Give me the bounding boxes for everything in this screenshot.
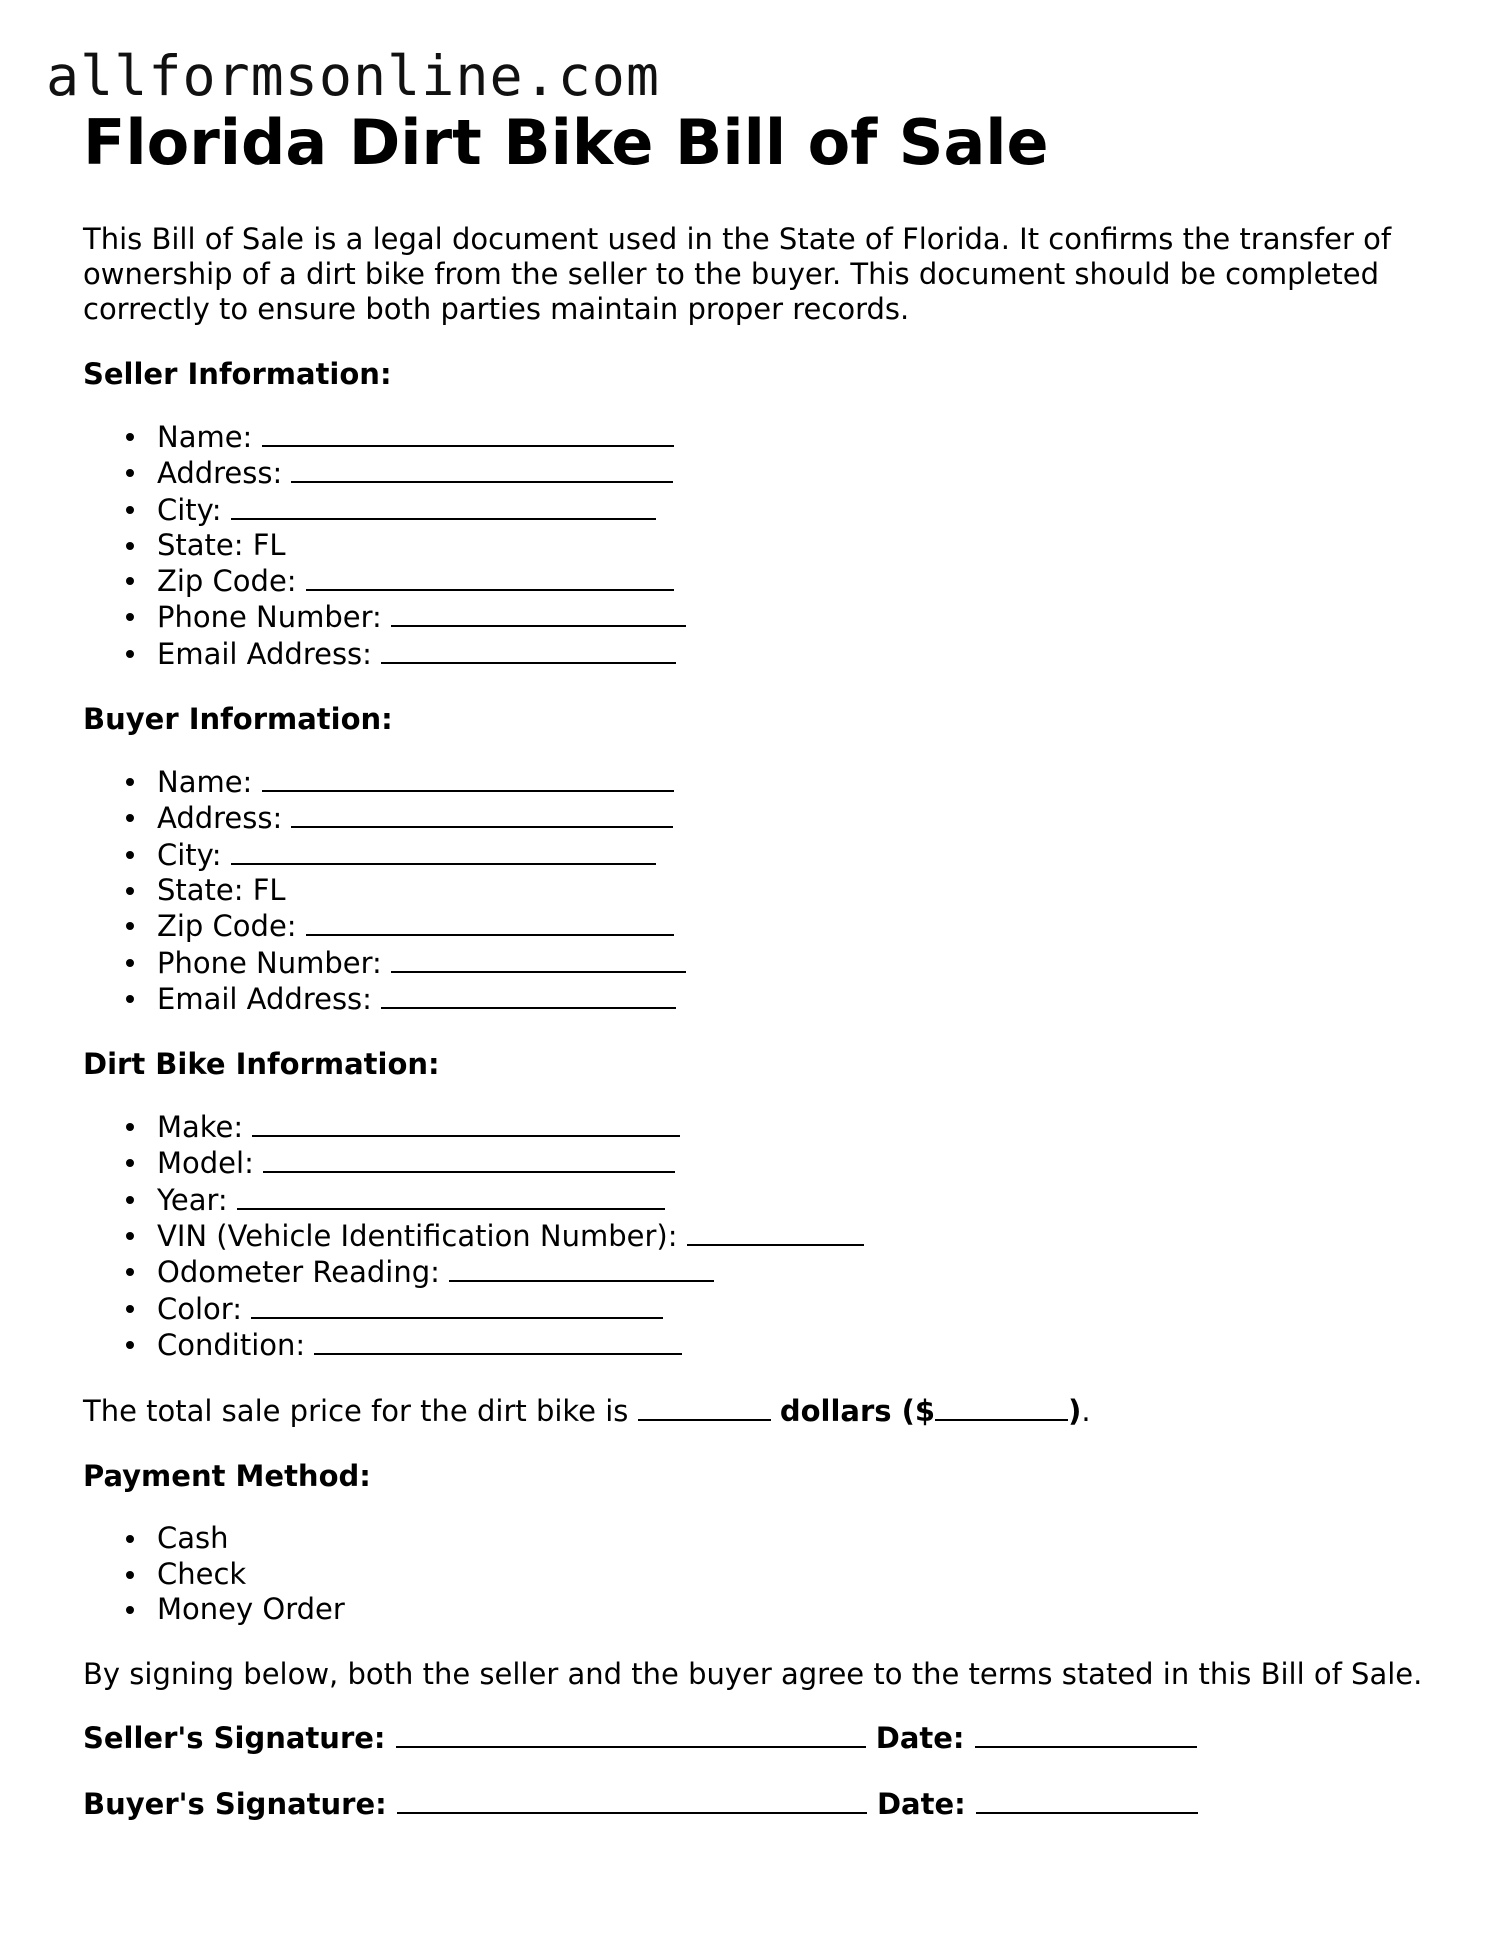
seller-heading: Seller Information: xyxy=(83,357,392,391)
buyer-email-blank[interactable] xyxy=(381,981,676,1009)
seller-signature-label: Seller's Signature: xyxy=(83,1721,386,1756)
buyer-city-blank[interactable] xyxy=(231,837,656,865)
buyer-name-field xyxy=(83,764,1443,800)
seller-phone-field xyxy=(83,599,1443,635)
seller-email-blank[interactable] xyxy=(381,636,676,664)
intro-paragraph: This Bill of Sale is a legal document used in the State of Florida. It confirms the transfer of ownership of a dirt bike from the seller to the buyer. This document should be completed correctly to ensure both parties maintain proper records. xyxy=(83,222,1392,326)
buyer-address-field xyxy=(83,800,1443,836)
price-amount-blank[interactable] xyxy=(935,1393,1068,1421)
price-dollars-label: dollars ($ xyxy=(779,1394,936,1429)
watermark: allformsonline.com xyxy=(46,44,661,108)
seller-address-field xyxy=(83,455,1443,491)
field-label: Year: xyxy=(157,1182,228,1217)
field-label: Condition: xyxy=(157,1327,306,1362)
document-body xyxy=(83,108,1443,1852)
seller-email-field xyxy=(83,636,1443,672)
buyer-phone-blank[interactable] xyxy=(391,945,686,973)
price-prefix: The total sale price for the dirt bike is xyxy=(83,1394,629,1429)
buyer-email-field xyxy=(83,981,1443,1017)
document-title: Florida Dirt Bike Bill of Sale xyxy=(83,106,1049,179)
bike-model-field xyxy=(83,1145,1443,1181)
seller-signature-blank[interactable] xyxy=(396,1720,866,1748)
field-label: Phone Number: xyxy=(157,945,382,980)
field-label: Name: xyxy=(157,765,253,800)
bike-color-field xyxy=(83,1291,1443,1327)
buyer-date-blank[interactable] xyxy=(976,1786,1198,1814)
seller-name-blank[interactable] xyxy=(262,419,674,447)
bike-vin-field xyxy=(83,1218,1443,1254)
bike-model-blank[interactable] xyxy=(263,1145,675,1173)
buyer-state-field xyxy=(83,873,1443,908)
seller-city-blank[interactable] xyxy=(231,492,656,520)
buyer-phone-field xyxy=(83,945,1443,981)
buyer-zip-blank[interactable] xyxy=(306,908,674,936)
field-label: Model: xyxy=(157,1146,254,1181)
seller-zip-field xyxy=(83,563,1443,599)
bike-condition-blank[interactable] xyxy=(314,1327,682,1355)
bike-fields xyxy=(83,1109,1443,1363)
bike-vin-blank[interactable] xyxy=(687,1218,864,1246)
payment-option-check: Check xyxy=(83,1557,1443,1592)
bike-color-blank[interactable] xyxy=(251,1291,663,1319)
seller-date-blank[interactable] xyxy=(975,1720,1197,1748)
price-period: . xyxy=(1081,1394,1091,1429)
field-label: State: FL xyxy=(157,872,286,907)
buyer-signature-label: Buyer's Signature: xyxy=(83,1787,387,1822)
bike-heading: Dirt Bike Information: xyxy=(83,1047,440,1082)
buyer-address-blank[interactable] xyxy=(291,800,673,828)
seller-state-field xyxy=(83,528,1443,563)
buyer-city-field xyxy=(83,837,1443,873)
seller-city-field xyxy=(83,492,1443,528)
buyer-fields xyxy=(83,764,1443,1017)
field-label: Name: xyxy=(157,420,253,454)
sale-price-line xyxy=(83,1393,1443,1429)
field-label: Phone Number: xyxy=(157,600,382,635)
closing-statement: By signing below, both the seller and the buyer agree to the terms stated in this Bill of Sale. xyxy=(83,1657,1423,1692)
field-label: City: xyxy=(157,837,222,872)
seller-address-blank[interactable] xyxy=(291,455,673,483)
payment-heading: Payment Method: xyxy=(83,1459,371,1494)
bike-year-blank[interactable] xyxy=(237,1182,665,1210)
seller-phone-blank[interactable] xyxy=(391,599,686,627)
seller-name-field xyxy=(83,419,1443,455)
field-label: Address: xyxy=(157,456,283,491)
seller-date-label: Date: xyxy=(875,1721,965,1756)
field-label: City: xyxy=(157,492,222,527)
payment-option-cash: Cash xyxy=(83,1521,1443,1556)
payment-option-money-order: Money Order xyxy=(83,1592,1443,1627)
bike-odometer-blank[interactable] xyxy=(449,1254,714,1282)
buyer-heading: Buyer Information: xyxy=(83,702,393,737)
field-label: Email Address: xyxy=(157,981,372,1016)
bike-year-field xyxy=(83,1182,1443,1218)
bike-odometer-field xyxy=(83,1254,1443,1290)
buyer-zip-field xyxy=(83,908,1443,944)
buyer-signature-blank[interactable] xyxy=(397,1786,867,1814)
bike-make-blank[interactable] xyxy=(252,1109,680,1137)
field-label: VIN (Vehicle Identification Number): xyxy=(157,1219,678,1254)
price-words-blank[interactable] xyxy=(638,1393,771,1421)
buyer-date-label: Date: xyxy=(876,1787,966,1822)
field-label: Zip Code: xyxy=(157,564,297,599)
buyer-name-blank[interactable] xyxy=(262,764,674,792)
bike-make-field xyxy=(83,1109,1443,1145)
field-label: Color: xyxy=(157,1291,242,1326)
seller-signature-row xyxy=(83,1720,1443,1756)
field-label: Zip Code: xyxy=(157,909,297,944)
field-label: Odometer Reading: xyxy=(157,1255,440,1290)
bike-condition-field xyxy=(83,1327,1443,1363)
seller-zip-blank[interactable] xyxy=(306,563,674,591)
field-label: Make: xyxy=(157,1110,244,1145)
field-label: State: FL xyxy=(157,527,286,562)
field-label: Address: xyxy=(157,801,283,836)
field-label: Email Address: xyxy=(157,636,372,671)
buyer-signature-row xyxy=(83,1786,1443,1822)
seller-fields xyxy=(83,419,1443,672)
payment-options xyxy=(83,1521,1443,1627)
price-close-paren: ) xyxy=(1068,1394,1082,1429)
